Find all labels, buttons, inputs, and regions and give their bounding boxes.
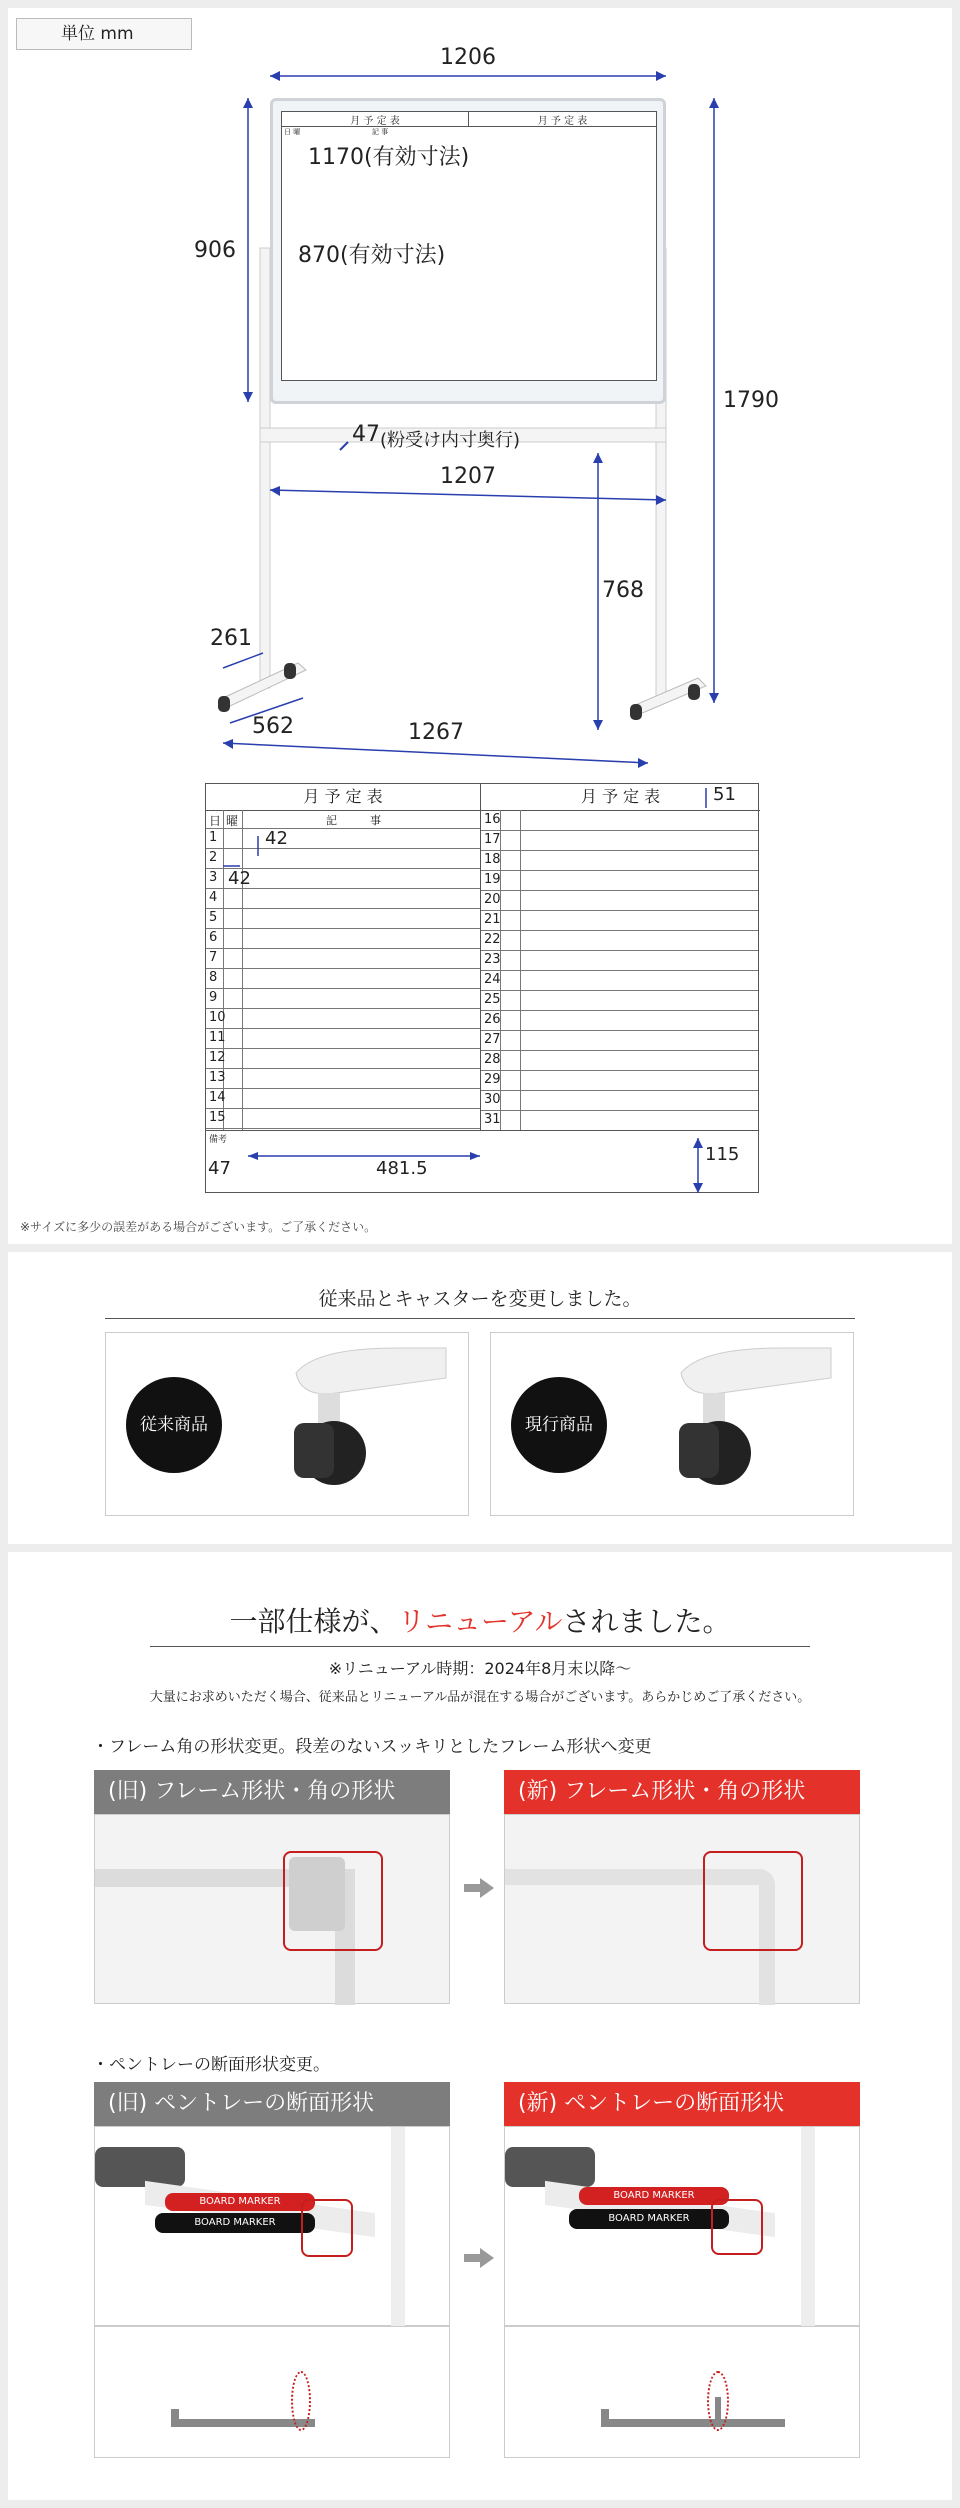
- dim-1267: 1267: [408, 720, 464, 745]
- caster-title: 従来品とキャスターを変更しました。: [318, 1288, 642, 1310]
- mini-header-day: 日 曜: [284, 128, 301, 136]
- old-caster-label: 従来商品: [126, 1377, 222, 1473]
- caster-4: [688, 684, 700, 700]
- mini-header-note: 記 事: [372, 128, 389, 136]
- mini-title-left: 月 予 定 表: [282, 112, 469, 127]
- day-number: 3: [209, 870, 218, 885]
- renewal-notice: 大量にお求めいただく場合、従来品とリニューアル品が混在する場合がございます。あらかじめご了承ください。: [149, 1690, 811, 1705]
- header-day: 日: [209, 814, 222, 828]
- day-number: 17: [484, 832, 501, 847]
- dim-47: 47: [352, 422, 380, 447]
- caster-3: [630, 704, 642, 720]
- marker-red: BOARD MARKER: [165, 2193, 315, 2211]
- frame-arrow-icon: [480, 1878, 494, 1898]
- frame-new-photo: [504, 1814, 860, 2004]
- dim-115: 115: [705, 1144, 740, 1165]
- day-number: 26: [484, 1012, 501, 1027]
- marker-black: BOARD MARKER: [155, 2213, 315, 2233]
- dim-481: 481.5: [376, 1158, 428, 1179]
- tray-new-header: (新) ペントレーの断面形状: [504, 2082, 860, 2126]
- marker-red-new: BOARD MARKER: [579, 2187, 729, 2205]
- dim-768: 768: [602, 578, 644, 603]
- dim-261: 261: [210, 626, 252, 651]
- day-number: 18: [484, 852, 501, 867]
- dim-1170: 1170(有効寸法): [308, 145, 470, 170]
- day-number: 4: [209, 890, 218, 905]
- header-note: 記 事: [326, 814, 381, 827]
- new-caster-image: [661, 1338, 841, 1513]
- dim-42-row: 42: [265, 828, 288, 849]
- day-number: 29: [484, 1072, 501, 1087]
- frame-old-header: (旧) フレーム形状・角の形状: [94, 1770, 450, 1814]
- day-number: 7: [209, 950, 218, 965]
- mini-title-right: 月 予 定 表: [469, 112, 656, 127]
- tray-old-dotted: [291, 2371, 311, 2431]
- day-number: 6: [209, 930, 218, 945]
- day-number: 8: [209, 970, 218, 985]
- dimensions-panel: [8, 8, 952, 1244]
- dim-47-note: (粉受け内寸奥行): [380, 430, 521, 451]
- dim-line-1207: [270, 490, 666, 500]
- tray-arrow-icon: [480, 2248, 494, 2268]
- renewal-panel: [8, 1552, 952, 2500]
- dim-line-1267: [223, 743, 648, 763]
- day-number: 20: [484, 892, 501, 907]
- day-number: 28: [484, 1052, 501, 1067]
- tolerance-note: ※サイズに多少の誤差がある場合がございます。ご了承ください。: [20, 1220, 377, 1234]
- old-caster-image: [276, 1338, 456, 1513]
- dim-line-261: [223, 653, 263, 668]
- caster-2: [284, 663, 296, 679]
- caster-1: [218, 696, 230, 712]
- frame-old-highlight: [283, 1851, 383, 1951]
- day-number: 13: [209, 1070, 226, 1085]
- day-number: 10: [209, 1010, 226, 1025]
- day-number: 24: [484, 972, 501, 987]
- new-caster-label: 現行商品: [511, 1377, 607, 1473]
- day-number: 11: [209, 1030, 226, 1045]
- renewal-highlight: リニューアル: [397, 1605, 563, 1638]
- dim-line-47: [340, 442, 348, 450]
- tray-old-section: [94, 2326, 450, 2458]
- day-number: 23: [484, 952, 501, 967]
- day-number: 12: [209, 1050, 226, 1065]
- tray-old-photo: [94, 2126, 450, 2326]
- frame-new-header: (新) フレーム形状・角の形状: [504, 1770, 860, 1814]
- day-number: 2: [209, 850, 218, 865]
- dim-1207: 1207: [440, 464, 496, 489]
- day-number: 1: [209, 830, 218, 845]
- marker-black-new: BOARD MARKER: [569, 2209, 729, 2229]
- tray-old-header: (旧) ペントレーの断面形状: [94, 2082, 450, 2126]
- frame-new-highlight: [703, 1851, 803, 1951]
- dim-1790: 1790: [723, 388, 779, 413]
- day-number: 19: [484, 872, 501, 887]
- dim-906: 906: [194, 238, 236, 263]
- header-weekday: 曜: [226, 814, 239, 828]
- frame-change-text: ・フレーム角の形状変更。段差のないスッキリとしたフレーム形状へ変更: [92, 1737, 652, 1757]
- day-number: 16: [484, 812, 501, 827]
- day-number: 31: [484, 1112, 501, 1127]
- schedule-title-right: 月 予 定 表: [481, 784, 760, 811]
- tray-new-dotted: [707, 2371, 729, 2431]
- day-number: 27: [484, 1032, 501, 1047]
- dim-1206: 1206: [440, 45, 496, 70]
- schedule-title-left: 月 予 定 表: [206, 784, 481, 811]
- day-number: 21: [484, 912, 501, 927]
- dim-562: 562: [252, 714, 294, 739]
- remarks-label: 備考: [209, 1135, 228, 1145]
- unit-label: 単位 mm: [16, 18, 192, 50]
- dim-51: 51: [713, 784, 736, 805]
- tray-new-highlight: [711, 2199, 763, 2255]
- day-number: 30: [484, 1092, 501, 1107]
- renewal-title: 一部仕様が、リニューアルされました。: [229, 1605, 731, 1638]
- day-number: 5: [209, 910, 218, 925]
- new-caster-card: [490, 1332, 854, 1516]
- day-number: 15: [209, 1110, 226, 1125]
- old-caster-card: [105, 1332, 469, 1516]
- tray-new-photo: [504, 2126, 860, 2326]
- dim-47-remarks: 47: [208, 1158, 231, 1179]
- tray-old-highlight: [301, 2199, 353, 2257]
- frame-old-photo: [94, 1814, 450, 2004]
- dim-870: 870(有効寸法): [298, 243, 446, 268]
- renewal-period: ※リニューアル時期：2024年8月末以降〜: [328, 1659, 632, 1678]
- day-number: 14: [209, 1090, 226, 1105]
- tray-new-section: [504, 2326, 860, 2458]
- day-number: 22: [484, 932, 501, 947]
- day-number: 25: [484, 992, 501, 1007]
- day-number: 9: [209, 990, 218, 1005]
- dim-42-col: 42: [228, 868, 251, 889]
- left-pole: [260, 248, 270, 688]
- caster-panel: [8, 1252, 952, 1544]
- tray-change-text: ・ペントレーの断面形状変更。: [92, 2055, 330, 2075]
